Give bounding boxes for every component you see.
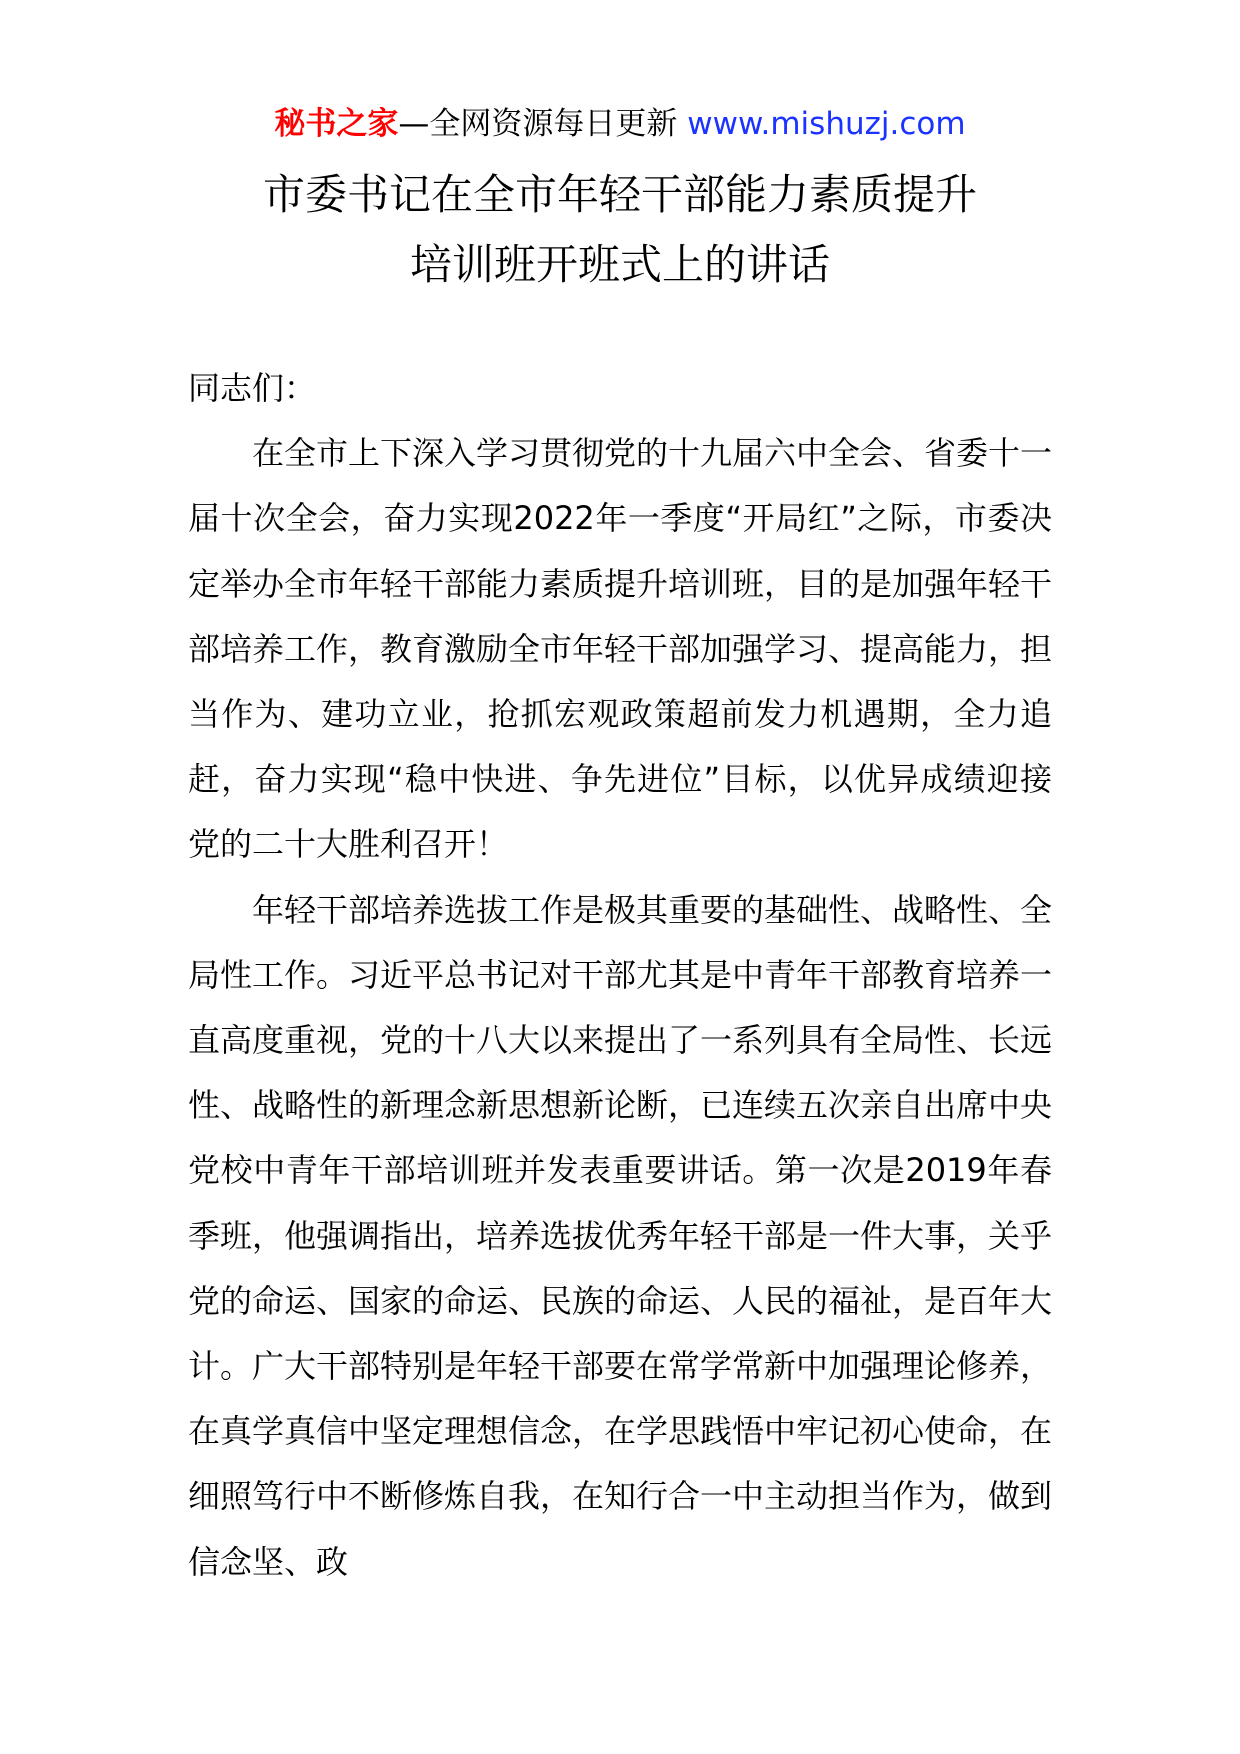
site-header bbox=[0, 98, 1240, 150]
paragraph-2: 年轻干部培养选拔工作是极其重要的基础性、战略性、全局性工作。习近平总书记对干部尤其是中青年干部教育培养一直高度重视，党的十八大以来提出了一系列具有全局性、长远性、战略性的新理念新思想新论断，已连续五次亲自出席中央党校中青年干部培训班并发表重要讲话。第一次是2019年春季班，他强调指出，培养选拔优秀年轻干部是一件大事，关乎党的命运、国家的命运、民族的命运、人民的福祉，是百年大计。广大干部特别是年轻干部要在常学常新中加强理论修养，在真学真信中坚定理想信念，在学思践悟中牢记初心使命，在细照笃行中不断修炼自我，在知行合一中主动担当作为，做到信念坚、政 bbox=[188, 890, 1053, 1581]
title-line-2: 培训班开班式上的讲话 bbox=[409, 240, 830, 289]
title-line-1: 市委书记在全市年轻干部能力素质提升 bbox=[262, 170, 977, 219]
site-brand: 秘书之家 bbox=[274, 106, 399, 142]
site-url[interactable]: www.mishuzj.com bbox=[687, 106, 966, 142]
paragraph-1: 在全市上下深入学习贯彻党的十九届六中全会、省委十一届十次全会，奋力实现2022年一季度“开局红”之际，市委决定举办全市年轻干部能力素质提升培训班，目的是加强年轻干部培养工作，教育激励全市年轻干部加强学习、提高能力，担当作为、建功立业，抢抓宏观政策超前发力机遇期，全力追赶，奋力实现“稳中快进、争先进位”目标，以优异成绩迎接党的二十大胜利召开！ bbox=[188, 434, 1053, 864]
site-tagline: —全网资源每日更新 bbox=[398, 106, 678, 142]
greeting: 同志们： bbox=[188, 369, 317, 407]
document-title bbox=[100, 160, 1140, 300]
document-body bbox=[188, 356, 1052, 1595]
